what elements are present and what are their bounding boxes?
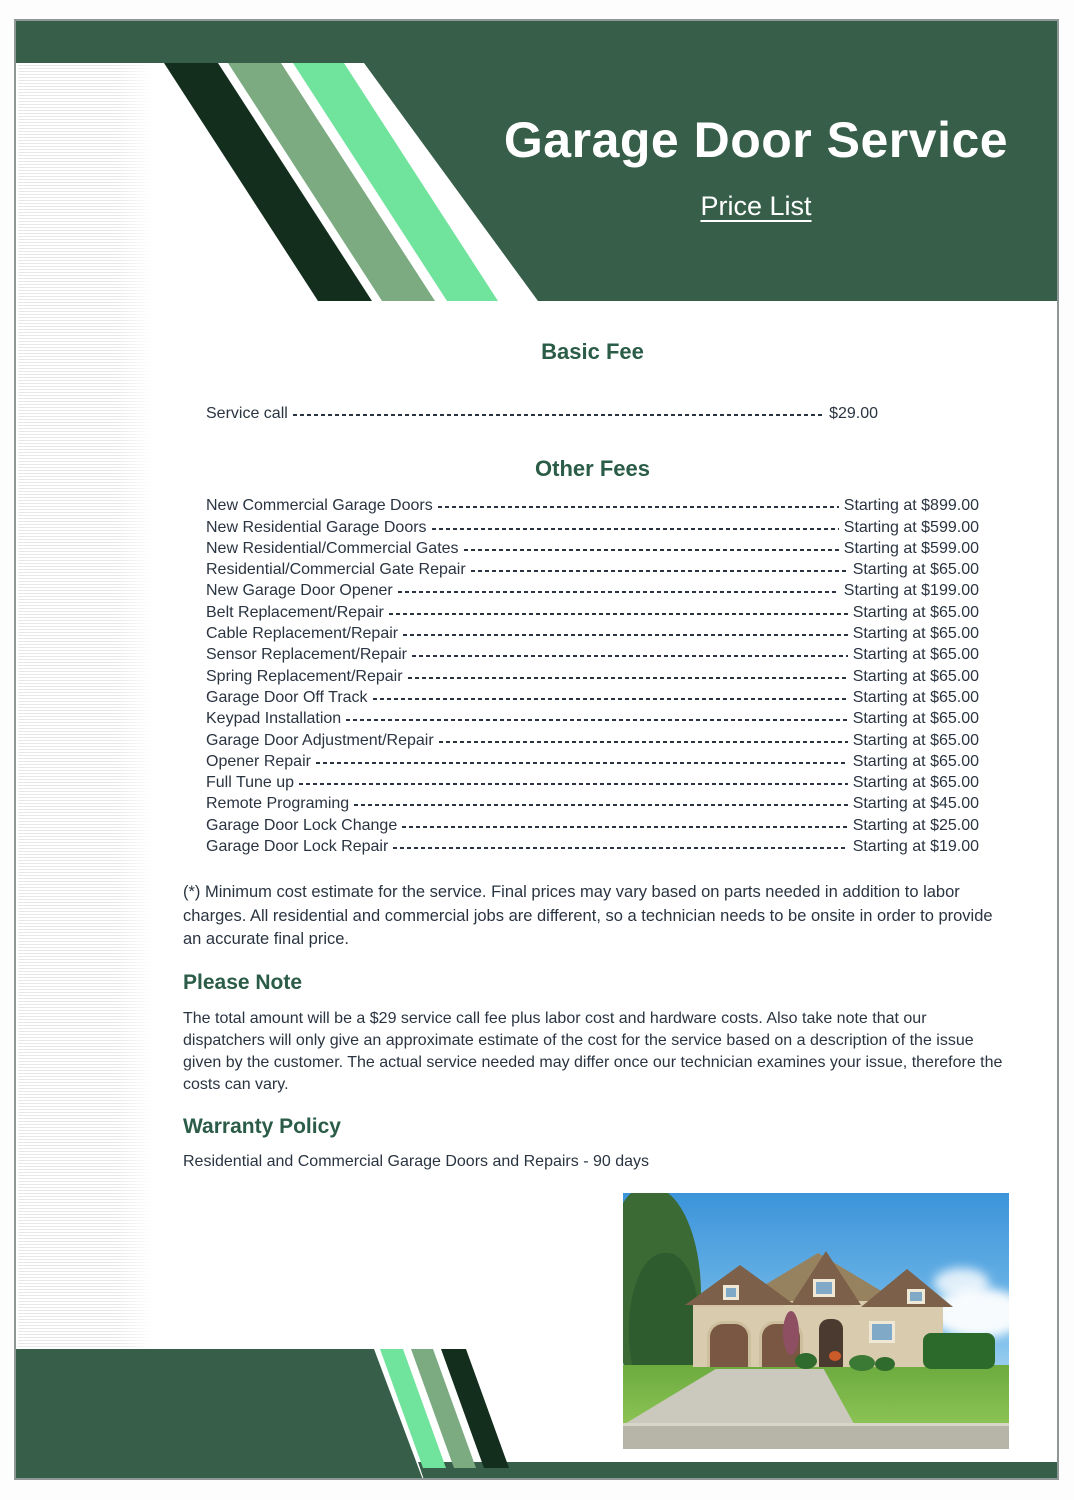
photo-bush (875, 1357, 895, 1371)
please-note-paragraph: The total amount will be a $29 service call fee plus labor cost and hardware costs. Also take note that our dispatchers will only give an approximate estimate of the cost for the service based on a description of the issue given by the customer. The actual service needed may differ once our technician examines your issue, therefore the costs can vary. (183, 1009, 1003, 1093)
fee-item-label: New Garage Door Opener (206, 582, 393, 600)
fee-item-price: Starting at $199.00 (843, 582, 979, 600)
photo-window (907, 1289, 925, 1304)
photo-window (723, 1285, 739, 1300)
page-title: Garage Door Service (503, 112, 1009, 168)
fee-row (206, 815, 979, 836)
fee-item-label: Remote Programing (206, 795, 350, 813)
fee-row (206, 836, 979, 857)
fee-item-price: Starting at $65.00 (852, 731, 979, 749)
fee-item-price: Starting at $599.00 (843, 539, 979, 557)
photo-cloud (934, 1268, 989, 1298)
fee-item-label: Cable Replacement/Repair (206, 625, 399, 643)
fee-item-label: New Commercial Garage Doors (206, 497, 433, 515)
fee-row (206, 730, 979, 751)
basic-fee-heading: Basic Fee (541, 339, 644, 364)
photo-window (869, 1321, 895, 1343)
fee-row (206, 538, 979, 559)
fee-row (206, 644, 979, 665)
fee-item-price: Starting at $45.00 (852, 795, 979, 813)
fee-item-label: Garage Door Off Track (206, 688, 368, 706)
fee-item-label: Belt Replacement/Repair (206, 603, 384, 621)
fee-item-price: $29.00 (829, 405, 878, 422)
basic-fee-row (206, 403, 878, 424)
fee-item-price: Starting at $65.00 (852, 625, 979, 643)
fee-item-price: Starting at $19.00 (852, 838, 979, 856)
fee-item-price: Starting at $899.00 (843, 497, 979, 515)
fee-item-price: Starting at $25.00 (852, 816, 979, 834)
fee-item-label: Sensor Replacement/Repair (206, 646, 407, 664)
fee-item-price: Starting at $65.00 (852, 561, 979, 579)
fee-row (206, 666, 979, 687)
fee-item-price: Starting at $65.00 (852, 667, 979, 685)
header-banner (16, 21, 1057, 301)
fee-row (206, 751, 979, 772)
other-fees-heading: Other Fees (535, 456, 650, 482)
page-subtitle: Price List (700, 191, 812, 221)
fee-item-price: Starting at $65.00 (852, 688, 979, 706)
fee-item-price: Starting at $65.00 (852, 710, 979, 728)
photo-shrub (783, 1311, 799, 1355)
fee-row (206, 559, 979, 580)
main-content (183, 339, 1003, 1171)
photo-garage-door (707, 1321, 751, 1367)
photo-hedge (923, 1333, 995, 1369)
fee-item-price: Starting at $65.00 (852, 774, 979, 792)
fee-item-label: Service call (206, 405, 288, 422)
fee-item-label: New Residential/Commercial Gates (206, 539, 459, 557)
fee-item-label: Opener Repair (206, 752, 311, 770)
fee-item-price: Starting at $599.00 (843, 518, 979, 536)
fee-row (206, 517, 979, 538)
document-page (14, 19, 1059, 1480)
photo-shrub (829, 1351, 841, 1361)
photo-road (623, 1423, 1009, 1449)
other-fees-list (206, 495, 979, 857)
please-note-heading: Please Note (183, 970, 303, 994)
fee-item-label: Garage Door Adjustment/Repair (206, 731, 434, 749)
fee-row (206, 602, 979, 623)
fee-item-label: Spring Replacement/Repair (206, 667, 403, 685)
fee-row (206, 495, 979, 516)
house-photo (623, 1193, 1009, 1449)
fee-item-label: Residential/Commercial Gate Repair (206, 561, 466, 579)
fee-item-price: Starting at $65.00 (852, 752, 979, 770)
fee-item-label: New Residential Garage Doors (206, 518, 427, 536)
fee-item-label: Garage Door Lock Change (206, 816, 398, 834)
warranty-policy-heading: Warranty Policy (183, 1114, 341, 1138)
fee-item-price: Starting at $65.00 (852, 603, 979, 621)
photo-bush (795, 1353, 817, 1369)
fee-row (206, 623, 979, 644)
fee-row (206, 708, 979, 729)
left-texture-column (18, 63, 152, 1350)
fee-row (206, 793, 979, 814)
warranty-policy-text: Residential and Commercial Garage Doors and Repairs - 90 days (183, 1152, 649, 1170)
fee-row (206, 687, 979, 708)
footnote-paragraph: (*) Minimum cost estimate for the service. Final prices may vary based on parts needed in addition to labor charges. All residential and commercial jobs are different, so a technician needs to be onsite in order to provide an accurate final price. (183, 883, 993, 949)
photo-bush (849, 1355, 875, 1371)
fee-item-label: Keypad Installation (206, 710, 342, 728)
fee-item-price: Starting at $65.00 (852, 646, 979, 664)
fee-row (206, 580, 979, 601)
fee-row (206, 772, 979, 793)
photo-window (813, 1279, 835, 1297)
fee-item-label: Full Tune up (206, 774, 295, 792)
fee-item-label: Garage Door Lock Repair (206, 838, 389, 856)
